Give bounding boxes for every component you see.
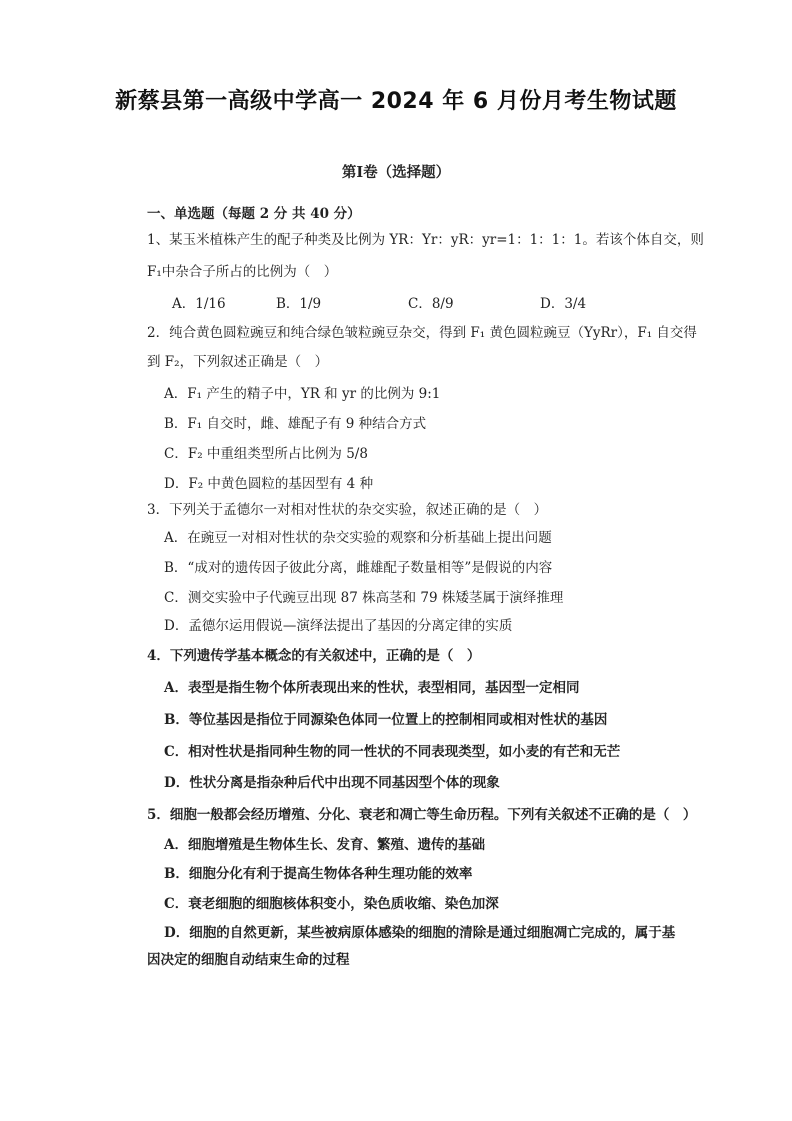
option-b: B．F₁ 自交时，雌、雄配子有 9 种结合方式	[164, 416, 427, 432]
question-stem-line: 4．下列遗传学基本概念的有关叙述中，正确的是（ ）	[147, 648, 481, 664]
question-stem-line: F₁中杂合子所占的比例为（ ）	[147, 264, 338, 280]
option-a: A．F₁ 产生的精子中，YR 和 yr 的比例为 9:1	[164, 386, 441, 402]
option-a: A．细胞增殖是生物体生长、发育、繁殖、遗传的基础	[164, 837, 485, 853]
option-a: A．表型是指生物个体所表现出来的性状，表型相同，基因型一定相同	[164, 680, 580, 696]
option-d: D．孟德尔运用假说—演绎法提出了基因的分离定律的实质	[164, 618, 513, 634]
question-stem-line: 1、某玉米植株产生的配子种类及比例为 YR：Yr：yR：yr=1：1：1：1。若该个体自交，则	[147, 232, 704, 248]
option-c: C．F₂ 中重组类型所占比例为 5/8	[164, 446, 368, 462]
exam-title: 新蔡县第一高级中学高一 2024 年 6 月份月考生物试题	[115, 89, 677, 114]
option-d-continued: 因决定的细胞自动结束生命的过程	[147, 952, 350, 968]
option-b: B．1/9	[276, 296, 322, 312]
option-c: C．衰老细胞的细胞核体积变小，染色质收缩、染色加深	[164, 896, 499, 912]
option-a: A．在豌豆一对相对性状的杂交实验的观察和分析基础上提出问题	[164, 530, 552, 546]
question-stem-line: 到 F₂，下列叙述正确是（ ）	[147, 354, 329, 370]
question-stem-line: 2．纯合黄色圆粒豌豆和纯合绿色皱粒豌豆杂交，得到 F₁ 黄色圆粒豌豆（YyRr），F₁ 自交得	[147, 325, 697, 341]
option-b: B．“成对的遗传因子彼此分离，雌雄配子数量相等”是假说的内容	[164, 560, 553, 576]
option-b: B．细胞分化有利于提高生物体各种生理功能的效率	[164, 866, 473, 882]
option-c: C．相对性状是指同种生物的同一性状的不同表现类型，如小麦的有芒和无芒	[164, 744, 621, 760]
option-b: B．等位基因是指位于同源染色体同一位置上的控制相同或相对性状的基因	[164, 712, 608, 728]
option-d: D．F₂ 中黄色圆粒的基因型有 4 种	[164, 476, 374, 492]
option-d: D．3/4	[540, 296, 587, 312]
question-stem-line: 5．细胞一般都会经历增殖、分化、衰老和凋亡等生命历程。下列有关叙述不正确的是（ ）	[147, 807, 697, 823]
option-d: D．性状分离是指杂种后代中出现不同基因型个体的现象	[164, 775, 500, 791]
part-heading: 一、单选题（每题 2 分 共 40 分）	[147, 206, 361, 222]
question-stem-line: 3．下列关于孟德尔一对相对性状的杂交实验，叙述正确的是（ ）	[147, 502, 548, 518]
section-title: 第Ⅰ卷（选择题）	[341, 164, 451, 181]
option-d: D．细胞的自然更新，某些被病原体感染的细胞的清除是通过细胞凋亡完成的，属于基	[164, 925, 676, 941]
option-a: A．1/16	[172, 296, 226, 312]
option-c: C．测交实验中子代豌豆出现 87 株高茎和 79 株矮茎属于演绎推理	[164, 590, 564, 606]
option-c: C．8/9	[408, 296, 454, 312]
